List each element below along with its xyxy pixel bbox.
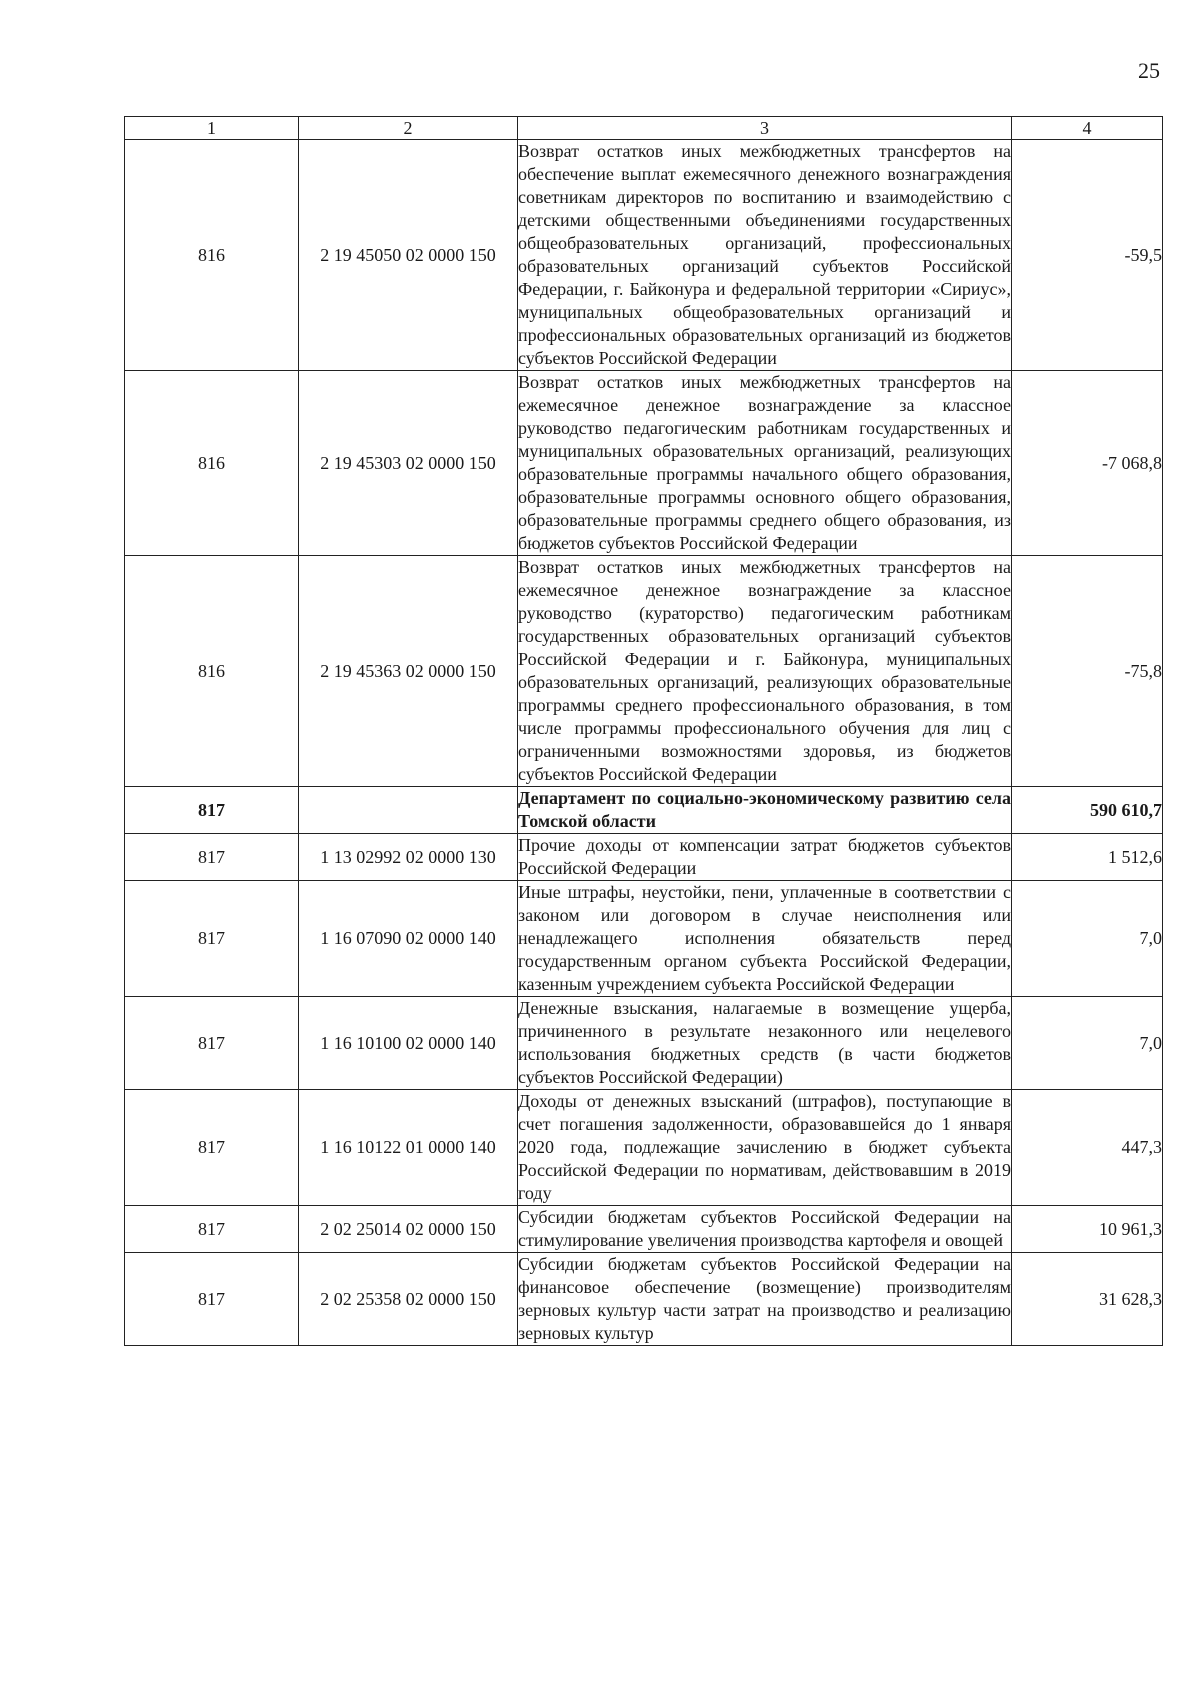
admin-code-cell: 816 — [125, 371, 299, 556]
admin-code-cell: 817 — [125, 1206, 299, 1253]
table-row — [125, 834, 1163, 881]
budget-code-cell: 1 16 07090 02 0000 140 — [299, 881, 518, 997]
revenue-name-cell: Субсидии бюджетам субъектов Российской Федерации на стимулирование увеличения производства картофеля и овощей — [518, 1206, 1012, 1253]
budget-code-cell: 2 02 25014 02 0000 150 — [299, 1206, 518, 1253]
column-header-3: 3 — [518, 117, 1012, 140]
revenue-name-cell: Денежные взыскания, налагаемые в возмещение ущерба, причиненного в результате незаконного или нецелевого использования бюджетных средств (в части бюджетов субъектов Российской Федерации) — [518, 997, 1012, 1090]
budget-code-cell — [299, 787, 518, 834]
table-row — [125, 371, 1163, 556]
column-header-2: 2 — [299, 117, 518, 140]
budget-code-cell: 1 16 10122 01 0000 140 — [299, 1090, 518, 1206]
amount-cell: 1 512,6 — [1012, 834, 1163, 881]
revenue-name-cell: Субсидии бюджетам субъектов Российской Федерации на финансовое обеспечение (возмещение) производителям зерновых культур части затрат на производство и реализацию зерновых культур — [518, 1253, 1012, 1346]
budget-code-cell: 1 13 02992 02 0000 130 — [299, 834, 518, 881]
revenue-name-cell: Прочие доходы от компенсации затрат бюджетов субъектов Российской Федерации — [518, 834, 1012, 881]
amount-cell: -75,8 — [1012, 556, 1163, 787]
admin-code-cell: 817 — [125, 1253, 299, 1346]
amount-cell: 447,3 — [1012, 1090, 1163, 1206]
revenue-name-cell: Возврат остатков иных межбюджетных трансфертов на ежемесячное денежное вознаграждение за классное руководство педагогическим работникам государственных и муниципальных образовательных организаций, реализующих образовательные программы начального общего образования, образовательные программы основного общего образования, образовательные программы среднего общего образования, из бюджетов субъектов Российской Федерации — [518, 371, 1012, 556]
revenue-name-cell: Доходы от денежных взысканий (штрафов), поступающие в счет погашения задолженности, образовавшейся до 1 января 2020 года, подлежащие зачислению в бюджет субъекта Российской Федерации по нормативам, действовавшим в 2019 году — [518, 1090, 1012, 1206]
amount-cell: 7,0 — [1012, 997, 1163, 1090]
admin-code-cell: 817 — [125, 881, 299, 997]
amount-cell: 10 961,3 — [1012, 1206, 1163, 1253]
table-body — [125, 140, 1163, 1346]
column-header-1: 1 — [125, 117, 299, 140]
amount-cell: 31 628,3 — [1012, 1253, 1163, 1346]
table-row — [125, 556, 1163, 787]
table-row — [125, 1206, 1163, 1253]
column-number-row — [125, 117, 1163, 140]
amount-cell: 590 610,7 — [1012, 787, 1163, 834]
admin-code-cell: 817 — [125, 834, 299, 881]
budget-code-cell: 2 19 45050 02 0000 150 — [299, 140, 518, 371]
table-row — [125, 787, 1163, 834]
budget-code-cell: 2 02 25358 02 0000 150 — [299, 1253, 518, 1346]
amount-cell: -7 068,8 — [1012, 371, 1163, 556]
admin-code-cell: 816 — [125, 140, 299, 371]
admin-code-cell: 817 — [125, 787, 299, 834]
column-header-4: 4 — [1012, 117, 1163, 140]
table-row — [125, 1253, 1163, 1346]
budget-code-cell: 2 19 45363 02 0000 150 — [299, 556, 518, 787]
admin-code-cell: 817 — [125, 1090, 299, 1206]
revenue-name-cell: Иные штрафы, неустойки, пени, уплаченные в соответствии с законом или договором в случае неисполнения или ненадлежащего исполнения обязательств перед государственным органом субъекта Российской Федерации, казенным учреждением субъекта Российской Федерации — [518, 881, 1012, 997]
admin-code-cell: 817 — [125, 997, 299, 1090]
table-row — [125, 140, 1163, 371]
revenue-name-cell: Возврат остатков иных межбюджетных трансфертов на ежемесячное денежное вознаграждение за классное руководство (кураторство) педагогическим работникам государственных образовательных организаций субъектов Российской Федерации и г. Байконура, муниципальных образовательных организаций, реализующих образовательные программы среднего профессионального образования, в том числе программы профессионального обучения для лиц с ограниченными возможностями здоровья, из бюджетов субъектов Российской Федерации — [518, 556, 1012, 787]
admin-code-cell: 816 — [125, 556, 299, 787]
budget-code-cell: 1 16 10100 02 0000 140 — [299, 997, 518, 1090]
table-row — [125, 997, 1163, 1090]
page-number: 25 — [1138, 58, 1160, 83]
table-row — [125, 1090, 1163, 1206]
revenue-name-cell: Департамент по социально-экономическому развитию села Томской области — [518, 787, 1012, 834]
budget-code-cell: 2 19 45303 02 0000 150 — [299, 371, 518, 556]
amount-cell: -59,5 — [1012, 140, 1163, 371]
revenue-table — [124, 116, 1163, 1346]
amount-cell: 7,0 — [1012, 881, 1163, 997]
revenue-name-cell: Возврат остатков иных межбюджетных трансфертов на обеспечение выплат ежемесячного денежного вознаграждения советникам директоров по воспитанию и взаимодействию с детскими общественными объединениями государственных общеобразовательных организаций, профессиональных образовательных организаций субъектов Российской Федерации, г. Байконура и федеральной территории «Сириус», муниципальных общеобразовательных организаций и профессиональных образовательных организаций из бюджетов субъектов Российской Федерации — [518, 140, 1012, 371]
table-row — [125, 881, 1163, 997]
